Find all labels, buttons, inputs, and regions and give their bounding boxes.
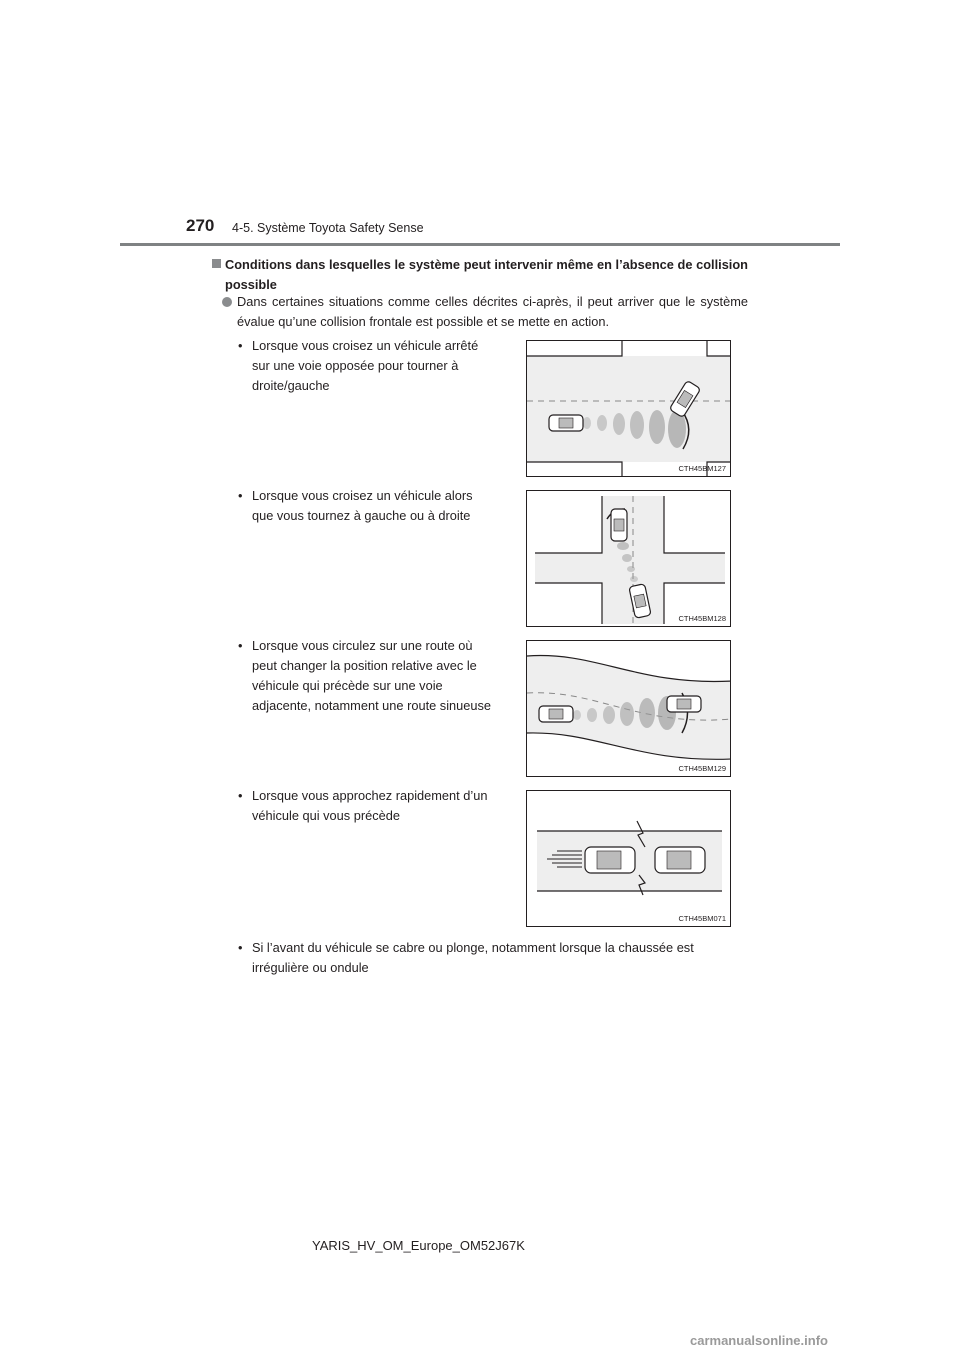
winding-road-illustration [527,641,731,777]
bullet-dot: • [238,338,243,353]
figure-rapid-approach [526,790,731,927]
watermark: carmanualsonline.info [690,1333,828,1348]
lead-text: Dans certaines situations comme celles décrites ci-après, il peut arriver que le système évalue qu’une collision frontale est possible et se mette en action. [237,294,748,329]
list-item: • Lorsque vous croisez un véhicule alors que vous tournez à gauche ou à droite [238,488,473,523]
crossroad-illustration [527,491,731,627]
square-bullet-icon [212,259,221,268]
figure-oncoming-stopped-vehicle [526,340,731,477]
footer-doc-id: YARIS_HV_OM_Europe_OM52J67K [312,1238,525,1253]
figure-code: CTH45BM129 [678,764,726,773]
rapid-approach-illustration [527,791,731,927]
bullet-dot: • [238,638,243,653]
circle-bullet-icon [222,297,232,307]
subsection-heading [212,255,748,295]
bullet-dot: • [238,788,243,803]
figure-code: CTH45BM071 [678,914,726,923]
list-item: • Si l’avant du véhicule se cabre ou plonge, notamment lorsque la chaussée est irrégulière ou ondule [238,940,694,975]
list-item: • Lorsque vous croisez un véhicule arrêté sur une voie opposée pour tourner à droite/gauche [238,338,479,393]
intersection-illustration [527,341,731,477]
figure-code: CTH45BM127 [678,464,726,473]
header-rule [120,243,840,246]
page-number: 270 [186,216,215,235]
figure-turning-intersection [526,490,731,627]
section-title: 4-5. Système Toyota Safety Sense [232,221,424,235]
figure-code: CTH45BM128 [678,614,726,623]
list-item: • Lorsque vous approchez rapidement d’un véhicule qui vous précède [238,788,488,823]
list-item: • Lorsque vous circulez sur une route où peut changer la position relative avec le véhicule qui précède sur une voie adjacente, notamment une route sinueuse [238,638,492,713]
lead-paragraph [222,292,748,332]
bullet-dot: • [238,940,243,955]
heading-text: Conditions dans lesquelles le système peut intervenir même en l’absence de collision possible [225,257,748,292]
bullet-dot: • [238,488,243,503]
figure-winding-road [526,640,731,777]
